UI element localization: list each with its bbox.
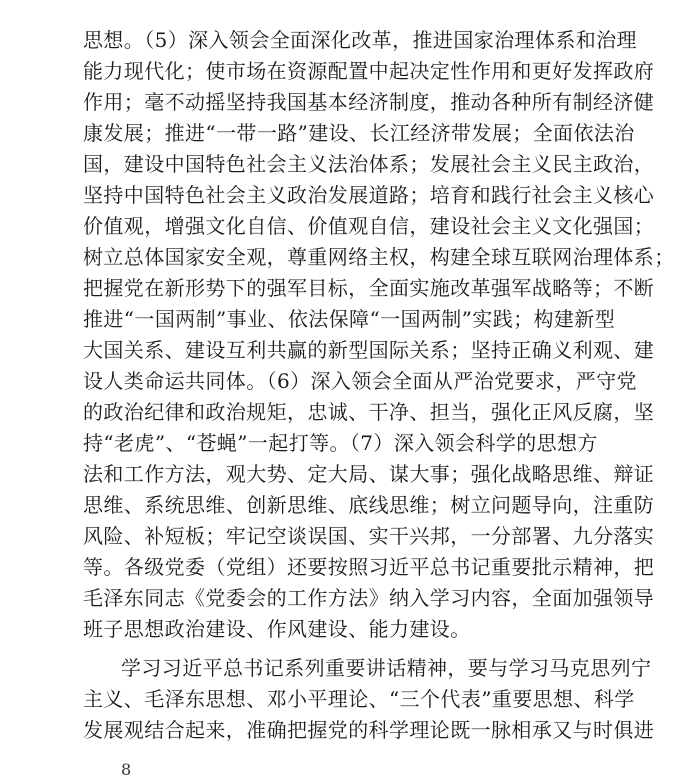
text-line-16: 思维、系统思维、创新思维、底线思维；树立问题导向，注重防 — [83, 493, 655, 517]
text-line-6: 坚持中国特色社会主义政治发展道路；培育和践行社会主义核心 — [83, 183, 655, 207]
text-line-17: 风险、补短板；牢记空谈误国、实干兴邦，一分部署、九分落实 — [83, 524, 655, 548]
text-line-8: 树立总体国家安全观，尊重网络主权，构建全球互联网治理体系； — [83, 245, 675, 269]
text-line-20: 班子思想政治建设、作风建设、能力建设。 — [83, 617, 471, 641]
text-line-12: 设人类命运共同体。（6）深入领会全面从严治党要求，严守党 — [83, 369, 637, 393]
text-line-18: 等。各级党委（党组）还要按照习近平总书记重要批示精神，把 — [83, 555, 655, 579]
text-line-15: 法和工作方法，观大势、定大局、谋大事；强化战略思维、辩证 — [83, 462, 655, 486]
text-line-13: 的政治纪律和政治规矩，忠诚、干净、担当，强化正风反腐，坚 — [83, 400, 655, 424]
text-line-3: 作用；毫不动摇坚持我国基本经济制度，推动各种所有制经济健 — [83, 90, 655, 114]
text-line-11: 大国关系、建设互利共赢的新型国际关系；坚持正确义利观、建 — [83, 338, 655, 362]
text-line-7: 价值观，增强文化自信、价值观自信，建设社会主义文化强国； — [83, 214, 655, 238]
text-line-19: 毛泽东同志《党委会的工作方法》纳入学习内容，全面加强领导 — [83, 586, 655, 610]
text-line-1: 思想。（5）深入领会全面深化改革，推进国家治理体系和治理 — [83, 28, 637, 52]
text-line-14: 持“老虎”、“苍蝇”一起打等。（7）深入领会科学的思想方 — [83, 431, 598, 455]
text-line-10: 推进“一国两制”事业、依法保障“一国两制”实践；构建新型 — [83, 307, 616, 331]
paragraph2-line-1: 学习习近平总书记系列重要讲话精神，要与学习马克思列宁 — [121, 656, 652, 680]
text-line-9: 把握党在新形势下的强军目标，全面实施改革强军战略等；不断 — [83, 276, 655, 300]
text-line-2: 能力现代化；使市场在资源配置中起决定性作用和更好发挥政府 — [83, 59, 655, 83]
paragraph2-line-2: 主义、毛泽东思想、邓小平理论、“三个代表”重要思想、科学 — [83, 687, 635, 711]
text-line-4: 康发展；推进“一带一路”建设、长江经济带发展；全面依法治 — [83, 121, 635, 145]
page-number: 8 — [121, 760, 132, 779]
text-line-5: 国，建设中国特色社会主义法治体系；发展社会主义民主政治， — [83, 152, 655, 176]
paragraph2-line-3: 发展观结合起来，准确把握党的科学理论既一脉相承又与时俱进 — [83, 718, 655, 742]
